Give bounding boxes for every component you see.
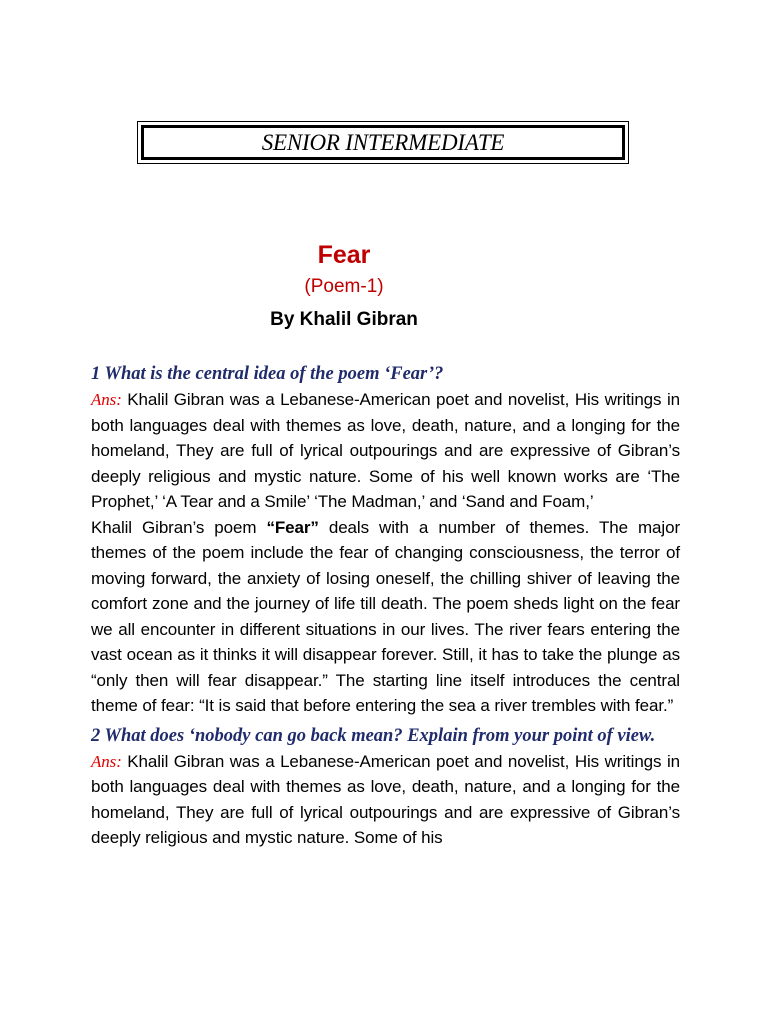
answer-2-paragraph-1	[91, 749, 680, 851]
answer-1-paragraph-1	[91, 387, 680, 515]
poem-subtitle: (Poem-1)	[304, 276, 384, 297]
answer-label: Ans:	[91, 390, 122, 409]
header-banner	[137, 121, 629, 164]
answer-1-para2-start: Khalil Gibran’s poem	[91, 517, 267, 537]
answer-1-paragraph-2	[91, 515, 680, 719]
banner-title: SENIOR INTERMEDIATE	[141, 125, 625, 160]
poem-title: Fear	[317, 241, 371, 269]
poem-author: By Khalil Gibran	[270, 309, 418, 330]
answer-1-para2-rest: deals with a number of themes. The major themes of the poem include the fear of changing consciousness, the terror of moving forward, the anxiety of losing oneself, the chilling shiver of leaving the comfort zone and the journey of life till death. The poem sheds light on the fear we all encounter in different situations in our lives. The river fears entering the vast ocean as it thinks it will disappear forever. Still, it has to take the plunge as “only then will fear disappear.” The starting line itself introduces the central theme of fear: “It is said that before entering the sea a river trembles with fear.”	[91, 517, 681, 715]
poem-name-bold: “Fear”	[266, 517, 319, 537]
answer-label: Ans:	[91, 751, 122, 771]
answer-1-text: Khalil Gibran was a Lebanese-American poet and novelist, His writings in both languages deal with themes as love, death, nature, and a longing for the homeland, They are full of lyrical outpourings and are expressive of Gibran’s deeply religious and mystic nature. Some of his well known works are ‘The Prophet,’ ‘A Tear and a Smile’ ‘The Madman,’ and ‘Sand and Foam,’	[91, 390, 680, 511]
answer-2-text: Khalil Gibran was a Lebanese-American poet and novelist, His writings in both languages deal with themes as love, death, nature, and a longing for the homeland, They are full of lyrical outpourings and are expressive of Gibran’s deeply religious and mystic nature. Some of his	[91, 751, 680, 847]
document-body	[91, 361, 680, 851]
question-2: 2 What does ‘nobody can go back mean? Explain from your point of view.	[91, 725, 656, 746]
question-1: 1 What is the central idea of the poem ‘Fear’?	[91, 364, 444, 384]
